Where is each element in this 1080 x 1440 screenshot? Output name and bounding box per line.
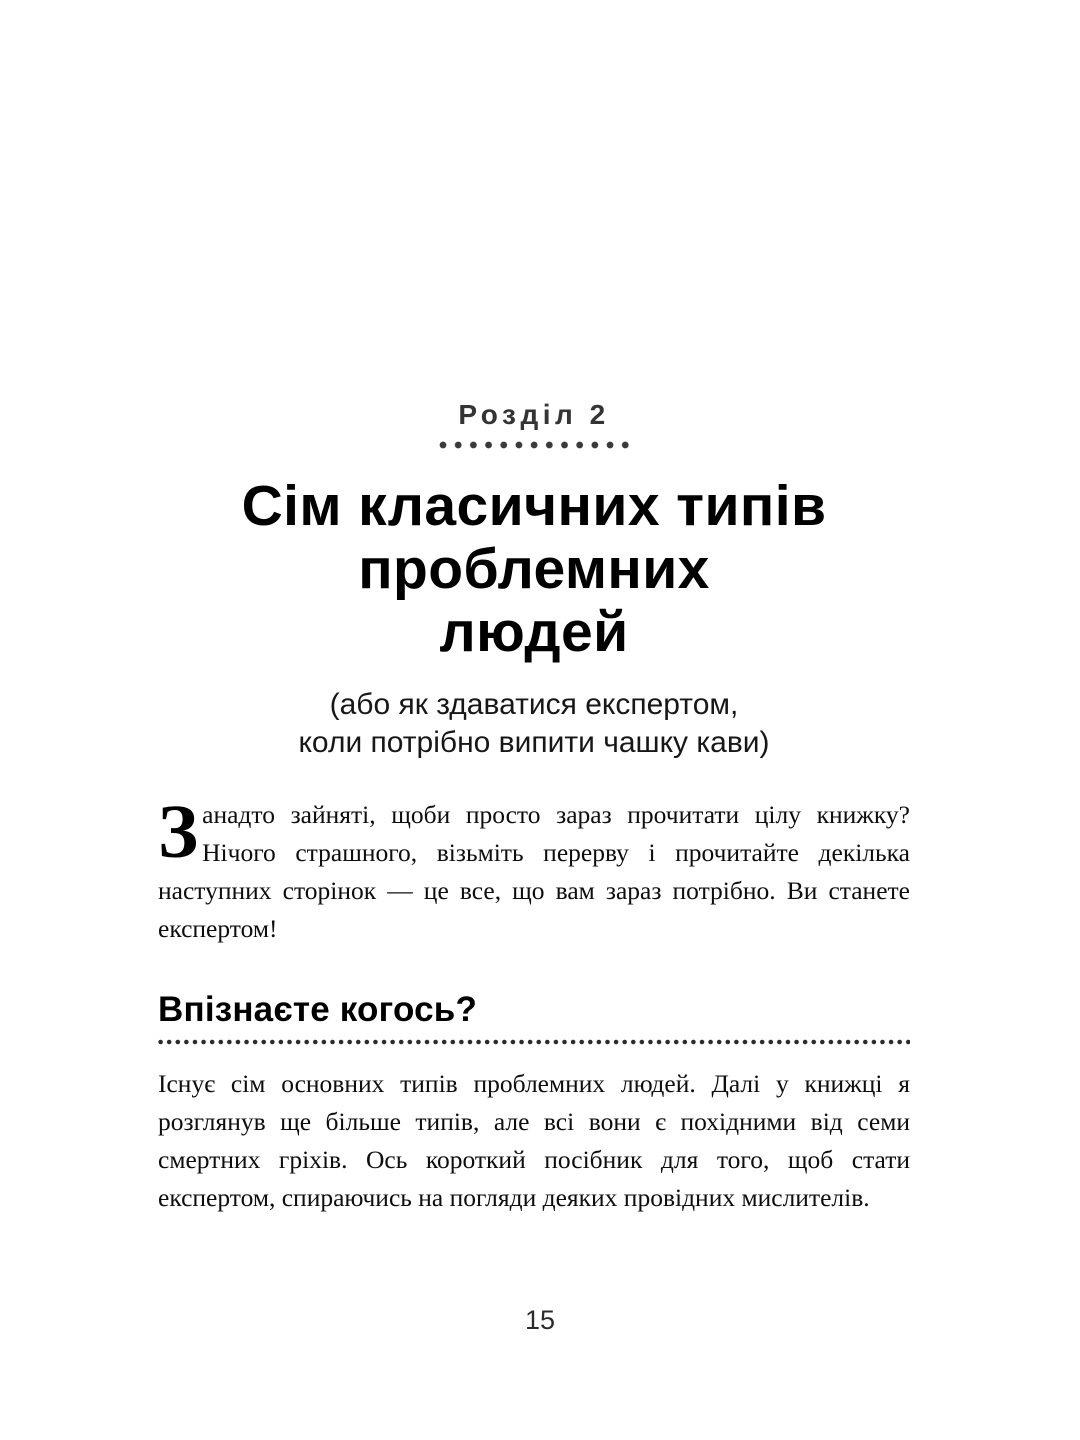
page-subtitle-line: коли потрібно випити чашку кави) (298, 725, 770, 759)
page-subtitle (158, 686, 910, 762)
lead-paragraph: Занадто зайняті, щоби просто зараз прочитати цілу книжку? Нічого страшного, візьміть перерву і прочитайте декілька наступних сторінок — це все, що вам зараз потрібно. Ви станете експертом! (158, 789, 910, 943)
page-title (158, 475, 910, 664)
page-subtitle-line: (або як здаватися експертом, (329, 687, 739, 721)
page-title-line: Сім класичних типів (241, 473, 827, 538)
page-title-line: проблемних (358, 536, 710, 601)
section-paragraph: Існує сім основних типів проблемних людей. Далі у книжці я розглянув ще більше типів, але всі вони є похідними від семи смертних гріхів. Ось короткий посібник для того, щоб стати експертом, спираючись на погляди деяких провідних мислителів. (158, 1068, 910, 1212)
dotted-divider-icon (439, 441, 629, 449)
page-number: 15 (524, 1305, 556, 1335)
chapter-label: Розділ 2 (458, 399, 610, 430)
section-heading: Впізнаєте когось? (158, 989, 478, 1029)
page-content-column (158, 0, 910, 1440)
page-title-line: людей (439, 599, 629, 664)
dotted-rule-icon (158, 1039, 910, 1045)
